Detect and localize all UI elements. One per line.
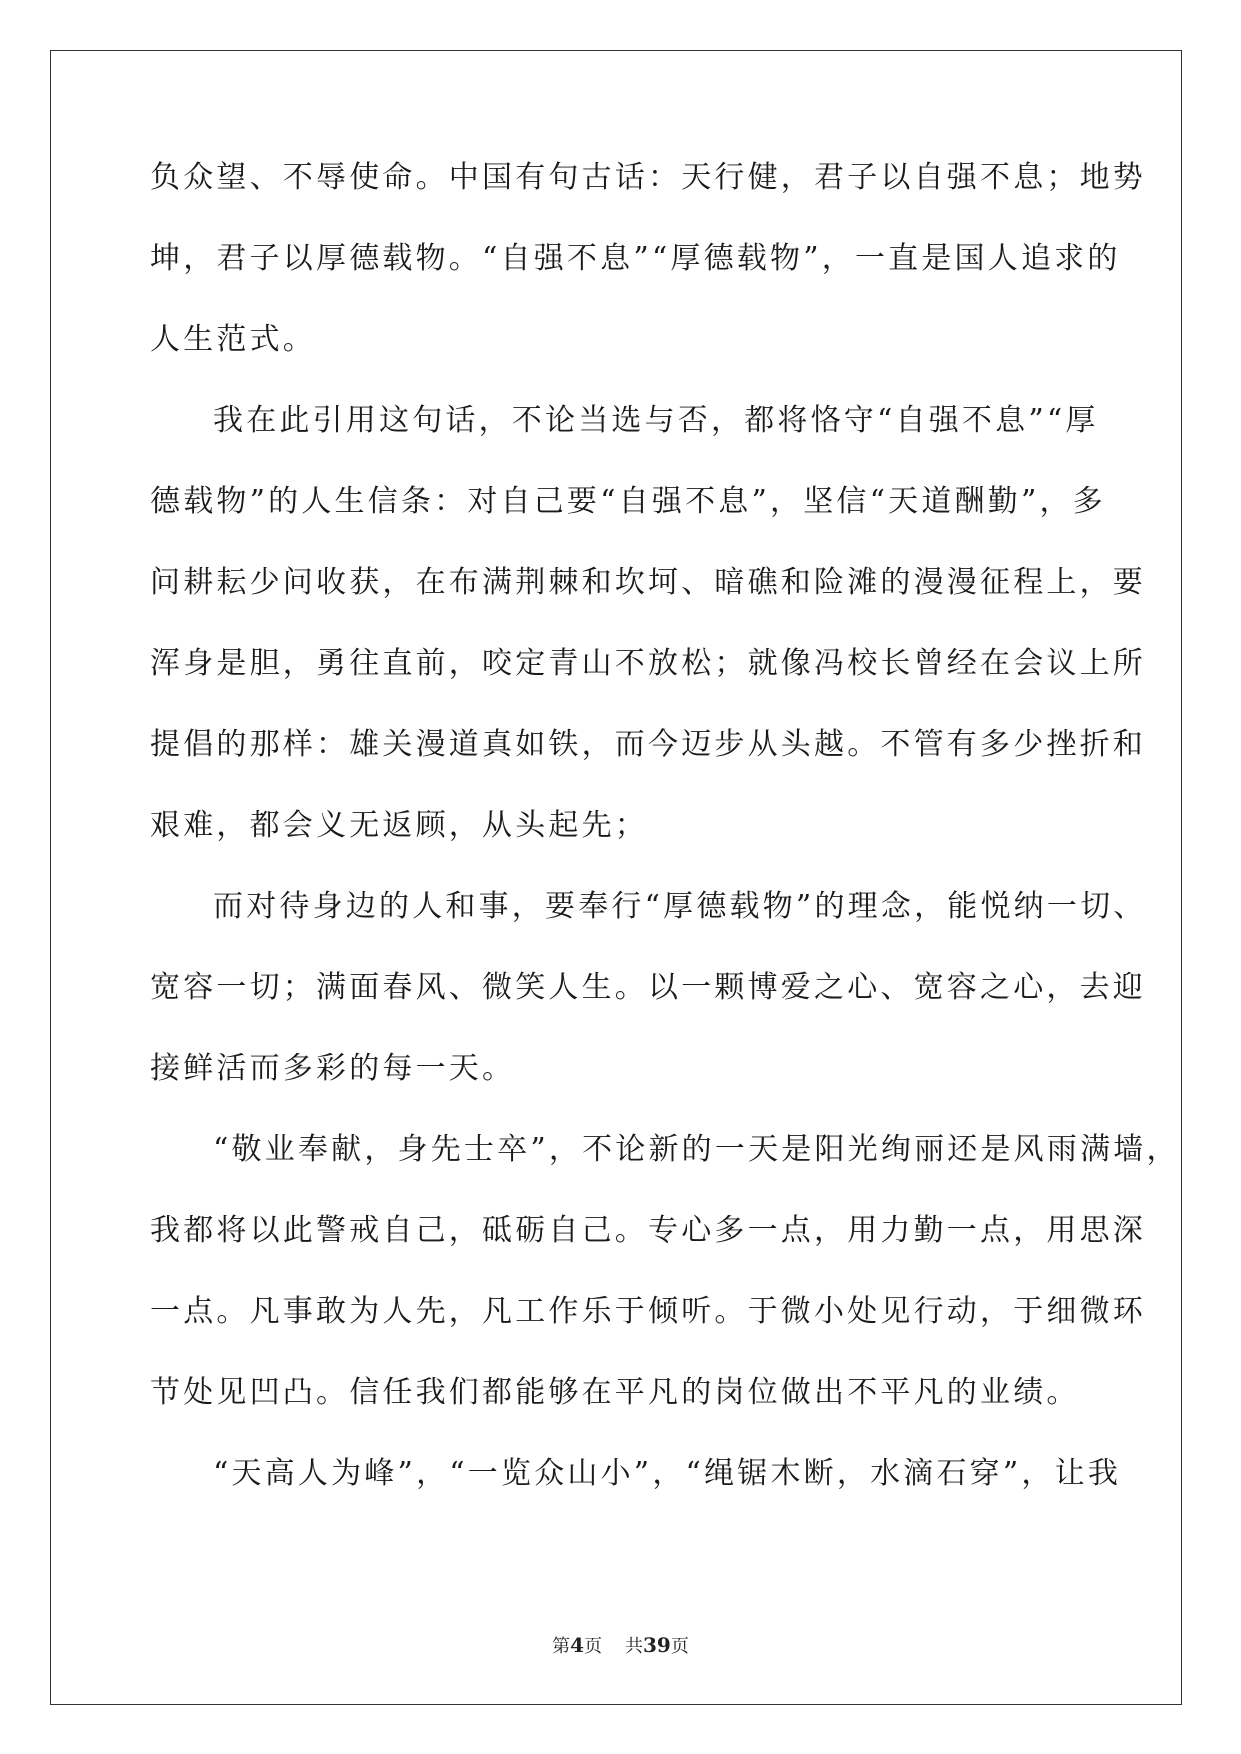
page-footer (0, 1632, 1241, 1658)
text-line-14: 我都将以此警戒自己，砥砺自己。专心多一点，用力勤一点，用思深 (150, 1213, 1146, 1248)
text-line-6: 问耕耘少问收获，在布满荆棘和坎坷、暗礁和险滩的漫漫征程上，要 (150, 565, 1146, 600)
text-line-7: 浑身是胆，勇往直前，咬定青山不放松；就像冯校长曾经在会议上所 (150, 646, 1146, 681)
text-line-4: 我在此引用这句话，不论当选与否，都将恪守“自强不息”“厚 (213, 403, 1099, 438)
text-line-8: 提倡的那样：雄关漫道真如铁，而今迈步从头越。不管有多少挫折和 (150, 727, 1146, 762)
footer-total-suffix: 页 (670, 1636, 689, 1657)
text-line-2: 坤，君子以厚德载物。“自强不息”“厚德载物”，一直是国人追求的 (150, 241, 1121, 276)
text-line-13: “敬业奉献，身先士卒”，不论新的一天是阳光绚丽还是风雨满墙， (213, 1132, 1180, 1167)
footer-total-pages: 39 (642, 1633, 671, 1657)
text-line-17: “天高人为峰”，“一览众山小”，“绳锯木断，水滴石穿”，让我 (213, 1456, 1122, 1491)
footer-page-number: 4 (570, 1633, 585, 1657)
text-line-5: 德载物”的人生信条：对自己要“自强不息”，坚信“天道酬勤”，多 (150, 484, 1106, 519)
text-line-3: 人生范式。 (150, 322, 316, 357)
footer-page-suffix: 页 (584, 1636, 603, 1657)
text-line-15: 一点。凡事敢为人先，凡工作乐于倾听。于微小处见行动，于细微环 (150, 1294, 1146, 1329)
text-line-12: 接鲜活而多彩的每一天。 (150, 1051, 516, 1086)
footer-total-prefix: 共 (624, 1636, 643, 1657)
text-line-9: 艰难，都会义无返顾，从头起先； (150, 808, 648, 843)
text-line-11: 宽容一切；满面春风、微笑人生。以一颗博爱之心、宽容之心，去迎 (150, 970, 1146, 1005)
footer-prefix: 第 (552, 1636, 571, 1657)
text-line-16: 节处见凹凸。信任我们都能够在平凡的岗位做出不平凡的业绩。 (150, 1375, 1080, 1410)
document-body (150, 158, 1180, 1535)
text-line-10: 而对待身边的人和事，要奉行“厚德载物”的理念，能悦纳一切、 (213, 889, 1147, 924)
text-line-1: 负众望、不辱使命。中国有句古话：天行健，君子以自强不息；地势 (150, 160, 1146, 195)
